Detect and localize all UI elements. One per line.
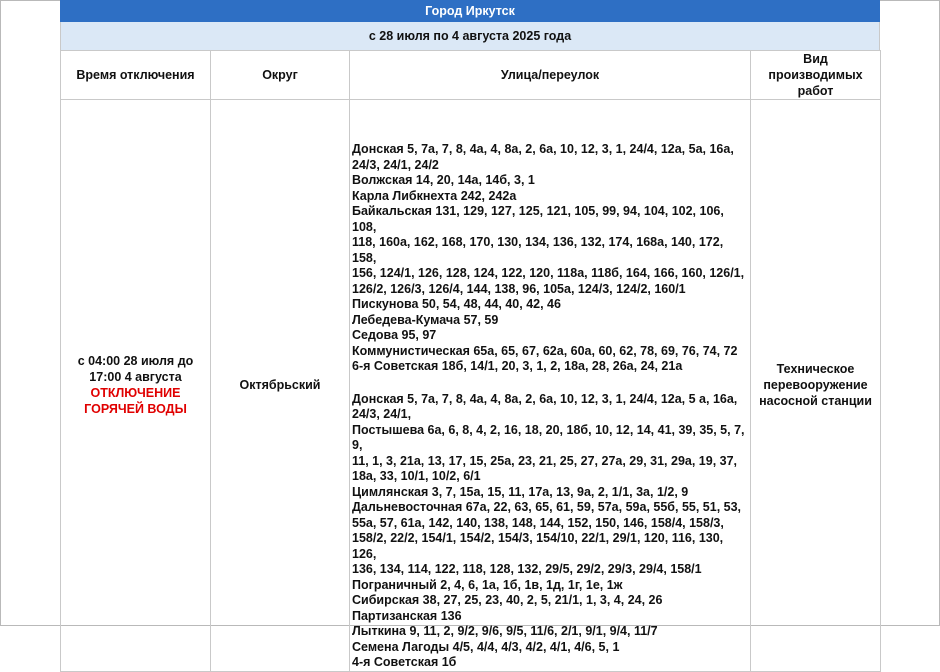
- column-header-district: Округ: [211, 51, 350, 100]
- street-line: Пограничный 2, 4, 6, 1а, 1б, 1в, 1д, 1г, 1е, 1ж: [352, 577, 623, 592]
- column-header-time: Время отключения: [61, 51, 211, 100]
- outage-type: ОТКЛЮЧЕНИЕ ГОРЯЧЕЙ ВОДЫ: [84, 386, 187, 417]
- outage-table: [60, 50, 881, 672]
- street-line: Постышева 6а, 6, 8, 4, 2, 16, 18, 20, 18б, 10, 12, 14, 41, 39, 35, 5, 7, 9,: [352, 422, 748, 452]
- street-line: Сибирская 38, 27, 25, 23, 40, 2, 5, 21/1, 1, 3, 4, 24, 26: [352, 593, 663, 607]
- table-row: [61, 100, 881, 672]
- street-line: Коммунистическая 65а, 65, 67, 62а, 60а, 60, 62, 78, 69, 76, 74, 72: [352, 343, 738, 358]
- street-line: 4-я Советская 1б: [352, 655, 457, 669]
- street-line: Волжская 14, 20, 14а, 14б, 3, 1: [352, 173, 535, 187]
- street-line: Семена Лагоды 4/5, 4/4, 4/3, 4/2, 4/1, 4/6, 5, 1: [352, 639, 620, 654]
- streets-group-2: [352, 392, 750, 671]
- streets-cell: [350, 100, 751, 672]
- street-line: 126/2, 126/3, 126/4, 144, 138, 96, 105а, 124/3, 124/2, 160/1: [352, 281, 686, 296]
- street-line: Донская 5, 7а, 7, 8, 4а, 4, 8а, 2, 6а, 10, 12, 3, 1, 24/4, 12а, 5 а, 16а,: [352, 391, 738, 406]
- street-line: 156, 124/1, 126, 128, 124, 122, 120, 118а, 118б, 164, 166, 160, 126/1,: [352, 266, 745, 280]
- outage-schedule-sheet: [60, 0, 880, 669]
- street-line: Цимлянская 3, 7, 15а, 15, 11, 17а, 13, 9а, 2, 1/1, 3а, 1/2, 9: [352, 484, 689, 499]
- city-title: Город Иркутск: [60, 0, 880, 22]
- column-header-street: Улица/переулок: [350, 51, 751, 100]
- street-line: 18а, 33, 10/1, 10/2, 6/1: [352, 469, 481, 483]
- street-line: 24/3, 24/1,: [352, 407, 412, 421]
- street-line: Лыткина 9, 11, 2, 9/2, 9/6, 9/5, 11/6, 2/1, 9/1, 9/4, 11/7: [352, 624, 658, 638]
- street-line: Дальневосточная 67а, 22, 63, 65, 61, 59, 57а, 59а, 55б, 55, 51, 53,: [352, 500, 742, 514]
- work-cell: Техническое перевооружение насосной станции: [751, 100, 881, 672]
- street-line: Донская 5, 7а, 7, 8, 4а, 4, 8а, 2, 6а, 10, 12, 3, 1, 24/4, 12а, 5а, 16а,: [352, 142, 734, 156]
- district-cell: Октябрьский: [211, 100, 350, 672]
- table-header-row: [61, 51, 881, 100]
- street-line: Партизанская 136: [352, 608, 462, 623]
- time-text: с 04:00 28 июля до 17:00 4 августа: [77, 354, 194, 385]
- street-line: Карла Либкнехта 242, 242а: [352, 188, 517, 203]
- time-cell: [61, 100, 211, 672]
- street-line: 158/2, 22/2, 154/1, 154/2, 154/3, 154/10, 22/1, 29/1, 120, 116, 130, 126,: [352, 531, 727, 561]
- street-line: 136, 134, 114, 122, 118, 128, 132, 29/5, 29/2, 29/3, 29/4, 158/1: [352, 562, 702, 576]
- period-title: с 28 июля по 4 августа 2025 года: [60, 22, 880, 50]
- street-line: 24/3, 24/1, 24/2: [352, 157, 439, 172]
- street-line: 11, 1, 3, 21а, 13, 17, 15, 25а, 23, 21, 25, 27, 27а, 29, 31, 29а, 19, 37,: [352, 453, 738, 468]
- street-line: 118, 160а, 162, 168, 170, 130, 134, 136, 132, 174, 168а, 140, 172, 158,: [352, 235, 727, 265]
- streets-group-1: [352, 142, 750, 375]
- street-line: 55а, 57, 61а, 142, 140, 138, 148, 144, 152, 150, 146, 158/4, 158/3,: [352, 515, 724, 530]
- street-line: Седова 95, 97: [352, 328, 437, 342]
- street-line: Лебедева-Кумача 57, 59: [352, 312, 499, 327]
- street-line: 6-я Советская 18б, 14/1, 20, 3, 1, 2, 18а, 28, 26а, 24, 21а: [352, 359, 683, 373]
- street-line: Байкальская 131, 129, 127, 125, 121, 105, 99, 94, 104, 102, 106, 108,: [352, 204, 728, 234]
- column-header-work: Вид производимых работ: [751, 51, 881, 100]
- street-line: Пискунова 50, 54, 48, 44, 40, 42, 46: [352, 297, 561, 311]
